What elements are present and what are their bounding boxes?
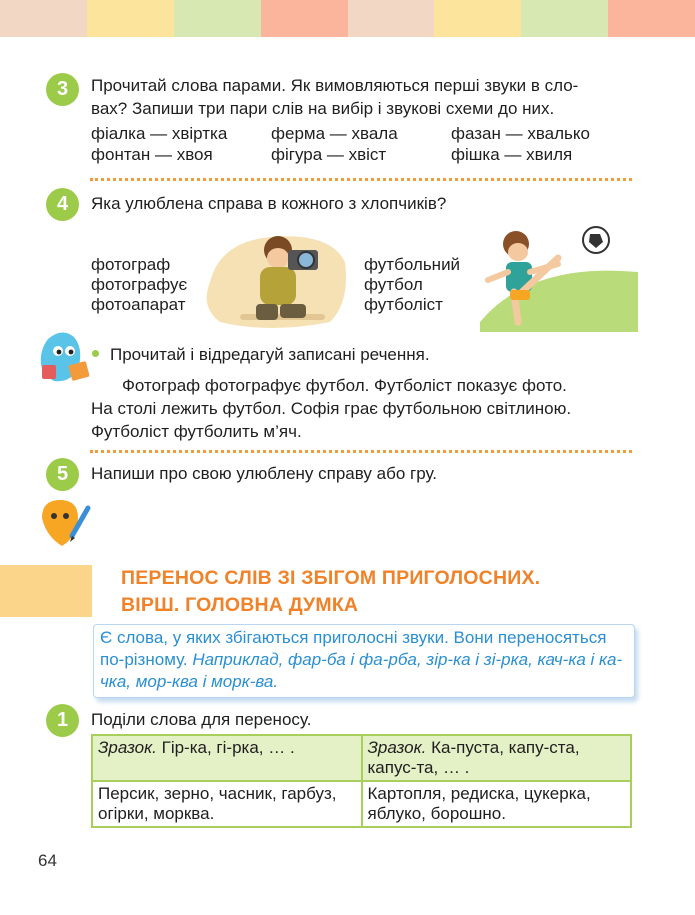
football-player-illustration [470, 222, 638, 332]
task-3-number: 3 [46, 73, 79, 106]
header-stripe [87, 0, 174, 37]
word: футболіст [364, 295, 443, 314]
pen-mascot-illustration [36, 496, 92, 550]
word-pair: ферма — хвала [271, 124, 398, 143]
header-stripe [0, 0, 87, 37]
task-1-instruction: Поділи слова для переносу. [91, 710, 312, 729]
task-3-line: вах? Запиши три пари слів на вибір і звукові схеми до них. [91, 99, 555, 118]
edit-paragraph [91, 374, 636, 443]
task-4-subtask: Прочитай і відредагуй записані речення. [110, 345, 430, 364]
task-3-instruction [91, 74, 636, 120]
table-row [92, 735, 631, 781]
bullet-icon [92, 350, 99, 357]
section-title-line: ВІРШ. ГОЛОВНА ДУМКА [121, 594, 359, 616]
dotted-divider [90, 178, 632, 181]
task-5-instruction: Напиши про свою улюблену справу або гру. [91, 464, 438, 483]
word-list-photo [91, 255, 187, 315]
section-title [121, 565, 661, 619]
page-number: 64 [38, 851, 57, 870]
table-cell [362, 735, 632, 781]
header-stripes [0, 0, 695, 37]
task-1-number: 1 [46, 704, 79, 737]
rule-statement: Є слова, у яких збігаються приголосні звуки. Вони переносяться по-різному. [100, 628, 607, 669]
header-stripe [434, 0, 521, 37]
task-3-line: Прочитай слова парами. Як вимовляються перші звуки в сло- [91, 76, 579, 95]
sample-label: Зразок. [98, 738, 157, 757]
word-list-football [364, 255, 460, 315]
word-pair: фонтан — хвоя [91, 145, 213, 164]
word: фотографує [91, 275, 188, 294]
task-4-number: 4 [46, 188, 79, 221]
section-tab [0, 565, 92, 617]
header-stripe [521, 0, 608, 37]
rule-example: Наприклад, фар-ба і фа-рба, зір-ка і зі-рка, кач-ка і ка-чка, мор-ква і морк-ва. [100, 650, 623, 691]
rule-text [100, 627, 628, 693]
sample-text: Гір-ка, гі-рка, … . [161, 738, 295, 757]
header-stripe [174, 0, 261, 37]
word: футбольний [364, 255, 461, 274]
photographer-illustration [200, 222, 350, 332]
header-stripe [608, 0, 695, 37]
table-cell: Картопля, редиска, цукерка, яблуко, борошно. [362, 781, 632, 827]
sample-text: Ка-пуста, капу-ста, капус-та, … . [367, 738, 580, 777]
dotted-divider [90, 450, 632, 453]
word-pair: фазан — хвалько [451, 124, 590, 143]
mascot-illustration [34, 325, 92, 385]
word-pair: фішка — хвиля [451, 145, 573, 164]
task-4-question: Яка улюблена справа в кожного з хлопчиків? [91, 194, 447, 213]
word-pairs [91, 123, 636, 165]
section-title-line: ПЕРЕНОС СЛІВ ЗІ ЗБІГОМ ПРИГОЛОСНИХ. [121, 567, 541, 589]
word-pair: фігура — хвіст [271, 145, 387, 164]
task-5-number: 5 [46, 458, 79, 491]
word: фотограф [91, 255, 171, 274]
table-cell: Персик, зерно, часник, гарбуз, огірки, морква. [92, 781, 362, 827]
paragraph-line: На столі лежить футбол. Софія грає футбольною світлиною. [91, 399, 572, 418]
word-pair: фіалка — хвіртка [91, 124, 228, 143]
table-cell [92, 735, 362, 781]
paragraph-line: Фотограф фотографує футбол. Футболіст показує фото. [122, 376, 567, 395]
hyphenation-table [91, 734, 632, 828]
word: фотоапарат [91, 295, 186, 314]
header-stripe [261, 0, 348, 37]
header-stripe [348, 0, 435, 37]
word: футбол [364, 275, 423, 294]
sample-label: Зразок. [367, 738, 427, 757]
table-row [92, 781, 631, 827]
paragraph-line: Футболіст футболить м’яч. [91, 422, 302, 441]
